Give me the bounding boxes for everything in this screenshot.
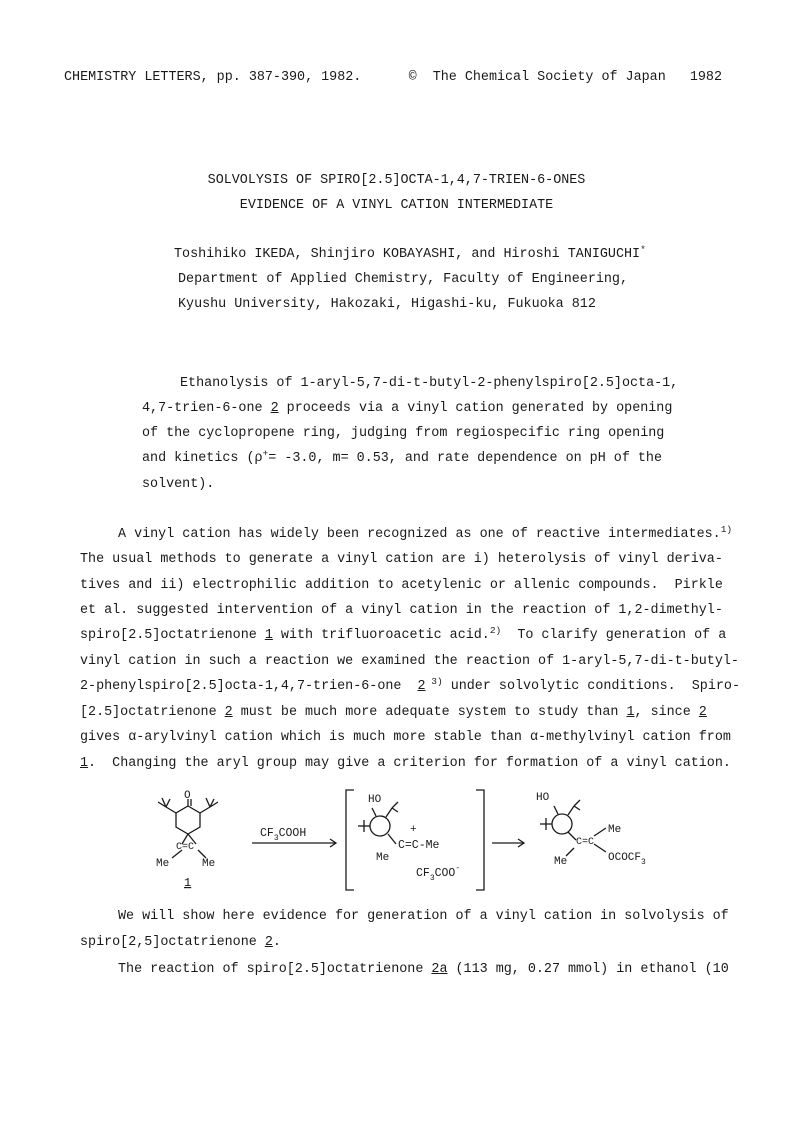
reaction-scheme bbox=[140, 786, 660, 898]
body-line: vinyl cation in such a reaction we examined the reaction of 1-aryl-5,7-di-t-butyl- bbox=[80, 654, 739, 669]
abstract-line-4: and kinetics (ρ+= -3.0, m= 0.53, and rate dependence on pH of the bbox=[142, 448, 662, 466]
methyl-label: Me bbox=[202, 858, 216, 870]
abstract-line-1: Ethanolysis of 1-aryl-5,7-di-t-butyl-2-phenylspiro[2.5]octa-1, bbox=[180, 376, 679, 391]
affiliation-line-2: Kyushu University, Hakozaki, Higashi-ku, Fukuoka 812 bbox=[178, 297, 596, 312]
cation-charge: + bbox=[410, 824, 417, 836]
affiliation-line-1: Department of Applied Chemistry, Faculty of Engineering, bbox=[178, 272, 628, 287]
body-line: We will show here evidence for generation of a vinyl cation in solvolysis of bbox=[118, 909, 729, 924]
reference-mark: 3) bbox=[425, 676, 443, 687]
reference-mark: 1) bbox=[720, 524, 733, 535]
compound-1-label: 1 bbox=[184, 876, 192, 890]
compound-1-ring bbox=[176, 806, 200, 834]
compound-number: 2 bbox=[224, 705, 233, 720]
body-line: gives α-arylvinyl cation which is much more stable than α-methylvinyl cation from bbox=[80, 730, 731, 745]
methyl-label: Me bbox=[376, 852, 390, 864]
body-line: A vinyl cation has widely been recognized as one of reactive intermediates.$^{1)}$ bbox=[118, 524, 733, 542]
alkene-label: C=C bbox=[176, 842, 195, 853]
paper-title-line-2: EVIDENCE OF A VINYL CATION INTERMEDIATE bbox=[239, 198, 554, 213]
running-header bbox=[64, 70, 722, 118]
body-line: 2-phenylspiro[2.5]octa-1,4,7-trien-6-one 2 $^{3)}$ under solvolytic conditions. Spiro- bbox=[80, 676, 740, 694]
author-names: Toshihiko IKEDA, Shinjiro KOBAYASHI, and Hiroshi TANIGUCHI bbox=[174, 247, 641, 262]
hydroxyl-label: HO bbox=[368, 794, 382, 806]
hydroxyl-label: HO bbox=[536, 792, 550, 804]
body-line: [2.5]octatrienone 2 must be much more adequate system to study than 1, since 2 bbox=[80, 705, 707, 720]
abstract-line-3: of the cyclopropene ring, judging from regiospecific ring opening bbox=[142, 426, 665, 441]
methyl-label: Me bbox=[554, 856, 568, 868]
body-line: 1. Changing the aryl group may give a criterion for formation of a vinyl cation. bbox=[80, 756, 731, 771]
body-line: The usual methods to generate a vinyl cation are i) heterolysis of vinyl deriva- bbox=[80, 552, 723, 567]
counterion-label: $CF_3COO^-$ bbox=[416, 864, 461, 883]
vinyl-cation-label: C=C-Me bbox=[398, 839, 440, 852]
compound-number: 1 bbox=[626, 705, 635, 720]
compound-number: 1 bbox=[264, 628, 273, 643]
reference-mark: 2) bbox=[489, 625, 502, 636]
corresponding-author-mark: * bbox=[640, 244, 646, 255]
compound-number: 2 bbox=[264, 935, 273, 950]
compound-number: 2 bbox=[270, 401, 279, 416]
methyl-label: Me bbox=[608, 824, 622, 836]
compound-number: 1 bbox=[80, 756, 89, 771]
body-line: spiro[2.5]octatrienone 1 with trifluoroacetic acid.$^{2)}$ To clarify generation of a bbox=[80, 625, 727, 643]
journal-citation: CHEMISTRY LETTERS, pp. 387-390, 1982. bbox=[64, 70, 362, 85]
methyl-label: Me bbox=[156, 858, 170, 870]
copyright-notice: © The Chemical Society of Japan 1982 bbox=[408, 70, 722, 85]
body-line: The reaction of spiro[2.5]octatrienone 2a (113 mg, 0.27 mmol) in ethanol (10 bbox=[118, 962, 729, 977]
oxo-label: O bbox=[184, 790, 191, 802]
compound-number: 2a bbox=[431, 962, 448, 977]
alkene-label: C=C bbox=[576, 837, 595, 848]
paper-title-line-1: SOLVOLYSIS OF SPIRO[2.5]OCTA-1,4,7-TRIEN-6-ONES bbox=[207, 173, 586, 188]
body-line: tives and ii) electrophilic addition to acetylenic or allenic compounds. Pirkle bbox=[80, 578, 723, 593]
trifluoroacetate-label: $OCOCF_3$ bbox=[608, 852, 646, 867]
abstract-line-5: solvent). bbox=[142, 477, 215, 492]
body-line: spiro[2,5]octatrienone 2. bbox=[80, 935, 281, 950]
author-list bbox=[174, 244, 646, 263]
compound-number: 2 bbox=[417, 679, 426, 694]
body-line: et al. suggested intervention of a vinyl cation in the reaction of 1,2-dimethyl- bbox=[80, 603, 723, 618]
abstract-line-2: 4,7-trien-6-one 2 proceeds via a vinyl cation generated by opening bbox=[142, 401, 673, 416]
reagent-label: $CF_3COOH$ bbox=[260, 827, 307, 843]
compound-number: 2 bbox=[698, 705, 707, 720]
